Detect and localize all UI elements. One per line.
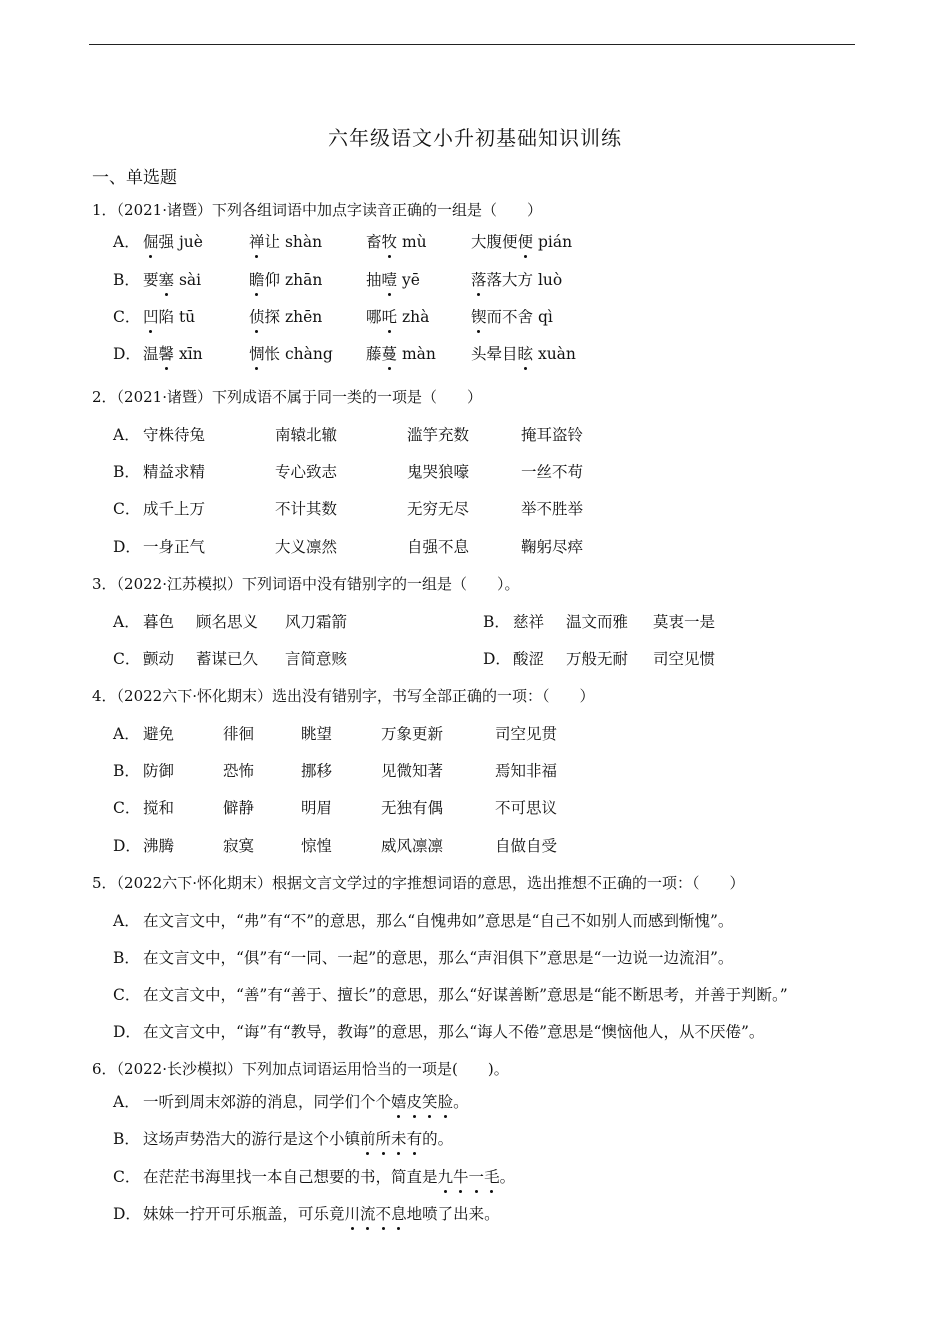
- word-pinyin: 落大方 luò: [486, 271, 563, 289]
- option-label: B．: [113, 762, 140, 780]
- option-word: 搅和: [143, 799, 175, 817]
- word-pinyin: yē: [397, 271, 420, 289]
- sentence-text: 。: [453, 1093, 469, 1111]
- option-label: A．: [113, 426, 140, 444]
- option-word: 万象更新: [381, 725, 444, 743]
- sentence-text: 一听到周末郊游的消息，同学们个个: [143, 1093, 392, 1111]
- option-label: D．: [483, 650, 511, 668]
- word-pinyin: xīn: [174, 345, 203, 363]
- dotted-character: 流: [360, 1202, 376, 1224]
- dotted-character: 所: [376, 1127, 392, 1149]
- option-word: 司空见惯: [653, 650, 716, 668]
- option-label: A．: [113, 613, 140, 631]
- option-word: 顾名思义: [196, 613, 259, 631]
- option-label: D．: [113, 1023, 141, 1041]
- dotted-phrase: [360, 1130, 422, 1148]
- dotted-character: 塞: [159, 268, 175, 290]
- dotted-phrase: [438, 1168, 500, 1186]
- option-word: 温文而雅: [566, 613, 629, 631]
- option-word: 沸腾: [143, 837, 175, 855]
- word-with-pinyin: [471, 342, 576, 364]
- dotted-character: 瞻: [249, 268, 265, 290]
- word-with-pinyin: [249, 342, 333, 364]
- dotted-character: 落: [471, 268, 487, 290]
- sentence-text: 地喷了出来。: [406, 1205, 500, 1223]
- option-word: 见微知著: [381, 762, 444, 780]
- option-word: 恐怖: [223, 762, 255, 780]
- word-pinyin: xuàn: [533, 345, 576, 363]
- option-word: 滥竽充数: [407, 426, 470, 444]
- option-sentence: 在文言文中，“弗”有“不”的意思，那么“自愧弗如”意思是“自己不如别人而感到惭愧”。: [143, 912, 734, 930]
- dotted-character: 嬉: [391, 1090, 407, 1112]
- option-label: A．: [113, 725, 140, 743]
- word-with-pinyin: [366, 305, 429, 327]
- option-word: 慈祥: [513, 613, 545, 631]
- option-word: 徘徊: [223, 725, 255, 743]
- dotted-character: 毛: [484, 1165, 500, 1187]
- word-text: 哪: [366, 308, 382, 326]
- word-with-pinyin: [471, 268, 562, 290]
- option-word: 一身正气: [143, 538, 206, 556]
- option-word: 寂寞: [223, 837, 255, 855]
- word-text: 藤: [366, 345, 382, 363]
- word-text: 头晕目: [471, 345, 518, 363]
- dotted-character: 禅: [249, 230, 265, 252]
- word-pinyin: 探 zhēn: [264, 308, 323, 326]
- option-word: 专心致志: [275, 463, 338, 481]
- sentence-text: 在茫茫书海里找一本自己想要的书，简直是: [143, 1168, 438, 1186]
- word-with-pinyin: [143, 305, 195, 327]
- option-word: 蓄谋已久: [196, 650, 259, 668]
- word-with-pinyin: [366, 230, 427, 252]
- question-5-stem: 5．（2022六下·怀化期末）根据文言文学过的字推想词语的意思，选出推想不正确的一项：（ ）: [92, 874, 745, 892]
- option-label: B．: [113, 271, 140, 289]
- word-text: 畜: [366, 233, 382, 251]
- dotted-phrase: [391, 1093, 453, 1111]
- dotted-character: 蔓: [382, 342, 398, 364]
- dotted-character: 一: [469, 1165, 485, 1187]
- option-word: 举不胜举: [521, 500, 584, 518]
- dotted-character: 脸: [438, 1090, 454, 1112]
- option-word: 一丝不苟: [521, 463, 584, 481]
- option-word: 威风凛凛: [381, 837, 444, 855]
- sentence-text: 妹妹一拧开可乐瓶盖，可乐竟: [143, 1205, 345, 1223]
- word-with-pinyin: [471, 305, 553, 327]
- dotted-character: 前: [360, 1127, 376, 1149]
- dotted-character: 惆: [249, 342, 265, 364]
- word-text: 要: [143, 271, 159, 289]
- option-word: 眺望: [301, 725, 333, 743]
- option-sentence: [143, 1090, 469, 1112]
- option-label: C．: [113, 500, 141, 518]
- question-2-stem: 2．（2021·诸暨）下列成语不属于同一类的一项是（ ）: [92, 388, 482, 406]
- question-6-stem: 6．（2022·长沙模拟）下列加点词语运用恰当的一项是( )。: [92, 1060, 509, 1078]
- option-word: 明眉: [301, 799, 333, 817]
- option-label: B．: [113, 463, 140, 481]
- dotted-character: 侦: [249, 305, 265, 327]
- option-sentence: 在文言文中，“俱”有“一同、一起”的意思，那么“声泪俱下”意思是“一边说一边流泪”。: [143, 949, 734, 967]
- word-pinyin: mù: [397, 233, 427, 251]
- page-title: 六年级语文小升初基础知识训练: [328, 126, 622, 150]
- option-word: 南辕北辙: [275, 426, 338, 444]
- option-word: 无穷无尽: [407, 500, 470, 518]
- option-word: 惊惶: [301, 837, 333, 855]
- option-label: C．: [113, 986, 141, 1004]
- dotted-character: 噎: [382, 268, 398, 290]
- question-3-stem: 3．（2022·江苏模拟）下列词语中没有错别字的一组是（ ）。: [92, 575, 520, 593]
- option-word: 精益求精: [143, 463, 206, 481]
- header-rule: [89, 44, 855, 45]
- option-word: 颤动: [143, 650, 175, 668]
- question-1-stem: 1．（2021·诸暨）下列各组词语中加点字读音正确的一组是（ ）: [92, 201, 542, 219]
- option-label: D．: [113, 538, 141, 556]
- word-pinyin: 强 juè: [158, 233, 203, 251]
- option-sentence: [143, 1127, 453, 1149]
- option-sentence: [143, 1165, 515, 1187]
- option-label: D．: [113, 345, 141, 363]
- option-label: A．: [113, 1093, 140, 1111]
- option-word: 无独有偶: [381, 799, 444, 817]
- option-word: 风刀霜箭: [285, 613, 348, 631]
- option-word: 自做自受: [495, 837, 558, 855]
- dotted-character: 皮: [407, 1090, 423, 1112]
- dotted-character: 牧: [382, 230, 398, 252]
- dotted-character: 笑: [422, 1090, 438, 1112]
- word-pinyin: sài: [174, 271, 202, 289]
- option-word: 暮色: [143, 613, 175, 631]
- dotted-character: 牛: [453, 1165, 469, 1187]
- dotted-character: 息: [391, 1202, 407, 1224]
- dotted-character: 凹: [143, 305, 159, 327]
- option-sentence: [143, 1202, 500, 1224]
- dotted-phrase: [345, 1205, 407, 1223]
- option-word: 万般无耐: [566, 650, 629, 668]
- sentence-text: 。: [499, 1168, 516, 1186]
- dotted-character: 锲: [471, 305, 487, 327]
- option-label: D．: [113, 1205, 141, 1223]
- word-pinyin: 而不舍 qì: [486, 308, 553, 326]
- dotted-character: 有: [407, 1127, 423, 1149]
- word-text: 抽: [366, 271, 382, 289]
- dotted-character: 倔: [143, 230, 159, 252]
- word-text: 大腹便: [471, 233, 518, 251]
- word-text: 温: [143, 345, 159, 363]
- sentence-text: 的。: [422, 1130, 454, 1148]
- sentence-text: 这场声势浩大的游行是这个小镇: [143, 1130, 361, 1148]
- option-word: 焉知非福: [495, 762, 558, 780]
- option-word: 鬼哭狼嚎: [407, 463, 470, 481]
- dotted-character: 不: [376, 1202, 392, 1224]
- option-word: 僻静: [223, 799, 255, 817]
- option-word: 鞠躬尽瘁: [521, 538, 584, 556]
- option-word: 酸涩: [513, 650, 545, 668]
- dotted-character: 便: [518, 230, 534, 252]
- word-pinyin: pián: [533, 233, 573, 251]
- option-word: 莫衷一是: [653, 613, 716, 631]
- option-sentence: 在文言文中，“诲”有“教导，教诲”的意思，那么“诲人不倦”意思是“懊恼他人，从不厌倦”。: [143, 1023, 765, 1041]
- option-word: 掩耳盗铃: [521, 426, 584, 444]
- section-heading: 一、单选题: [92, 168, 177, 188]
- option-word: 挪移: [301, 762, 333, 780]
- word-with-pinyin: [249, 305, 322, 327]
- option-word: 不可思议: [495, 799, 558, 817]
- option-word: 司空见贯: [495, 725, 558, 743]
- word-pinyin: màn: [397, 345, 436, 363]
- dotted-character: 川: [345, 1202, 361, 1224]
- word-with-pinyin: [143, 342, 203, 364]
- word-pinyin: 让 shàn: [264, 233, 323, 251]
- dotted-character: 未: [391, 1127, 407, 1149]
- option-label: C．: [113, 308, 141, 326]
- option-label: C．: [113, 1168, 141, 1186]
- option-word: 言简意赅: [285, 650, 348, 668]
- option-label: C．: [113, 650, 141, 668]
- option-word: 成千上万: [143, 500, 206, 518]
- word-with-pinyin: [249, 268, 322, 290]
- option-label: B．: [113, 1130, 140, 1148]
- word-with-pinyin: [366, 268, 420, 290]
- option-word: 自强不息: [407, 538, 470, 556]
- option-label: A．: [113, 233, 140, 251]
- word-with-pinyin: [249, 230, 322, 252]
- option-label: D．: [113, 837, 141, 855]
- option-word: 避免: [143, 725, 175, 743]
- option-word: 守株待兔: [143, 426, 206, 444]
- option-label: C．: [113, 799, 141, 817]
- option-word: 不计其数: [275, 500, 338, 518]
- option-word: 防御: [143, 762, 175, 780]
- dotted-character: 眩: [518, 342, 534, 364]
- dotted-character: 吒: [382, 305, 398, 327]
- option-label: A．: [113, 912, 140, 930]
- word-with-pinyin: [143, 268, 201, 290]
- word-pinyin: 陷 tū: [158, 308, 196, 326]
- dotted-character: 馨: [159, 342, 175, 364]
- word-pinyin: 仰 zhān: [264, 271, 323, 289]
- option-label: B．: [113, 949, 140, 967]
- question-4-stem: 4．（2022六下·怀化期末）选出没有错别字，书写全部正确的一项：（ ）: [92, 687, 595, 705]
- option-sentence: 在文言文中，“善”有“善于、擅长”的意思，那么“好谋善断”意思是“能不断思考，并善于判断。”: [143, 986, 788, 1004]
- word-with-pinyin: [143, 230, 203, 252]
- option-label: B．: [483, 613, 510, 631]
- word-with-pinyin: [366, 342, 436, 364]
- word-with-pinyin: [471, 230, 572, 252]
- word-pinyin: 怅 chàng: [264, 345, 333, 363]
- word-pinyin: zhà: [397, 308, 430, 326]
- dotted-character: 九: [438, 1165, 454, 1187]
- option-word: 大义凛然: [275, 538, 338, 556]
